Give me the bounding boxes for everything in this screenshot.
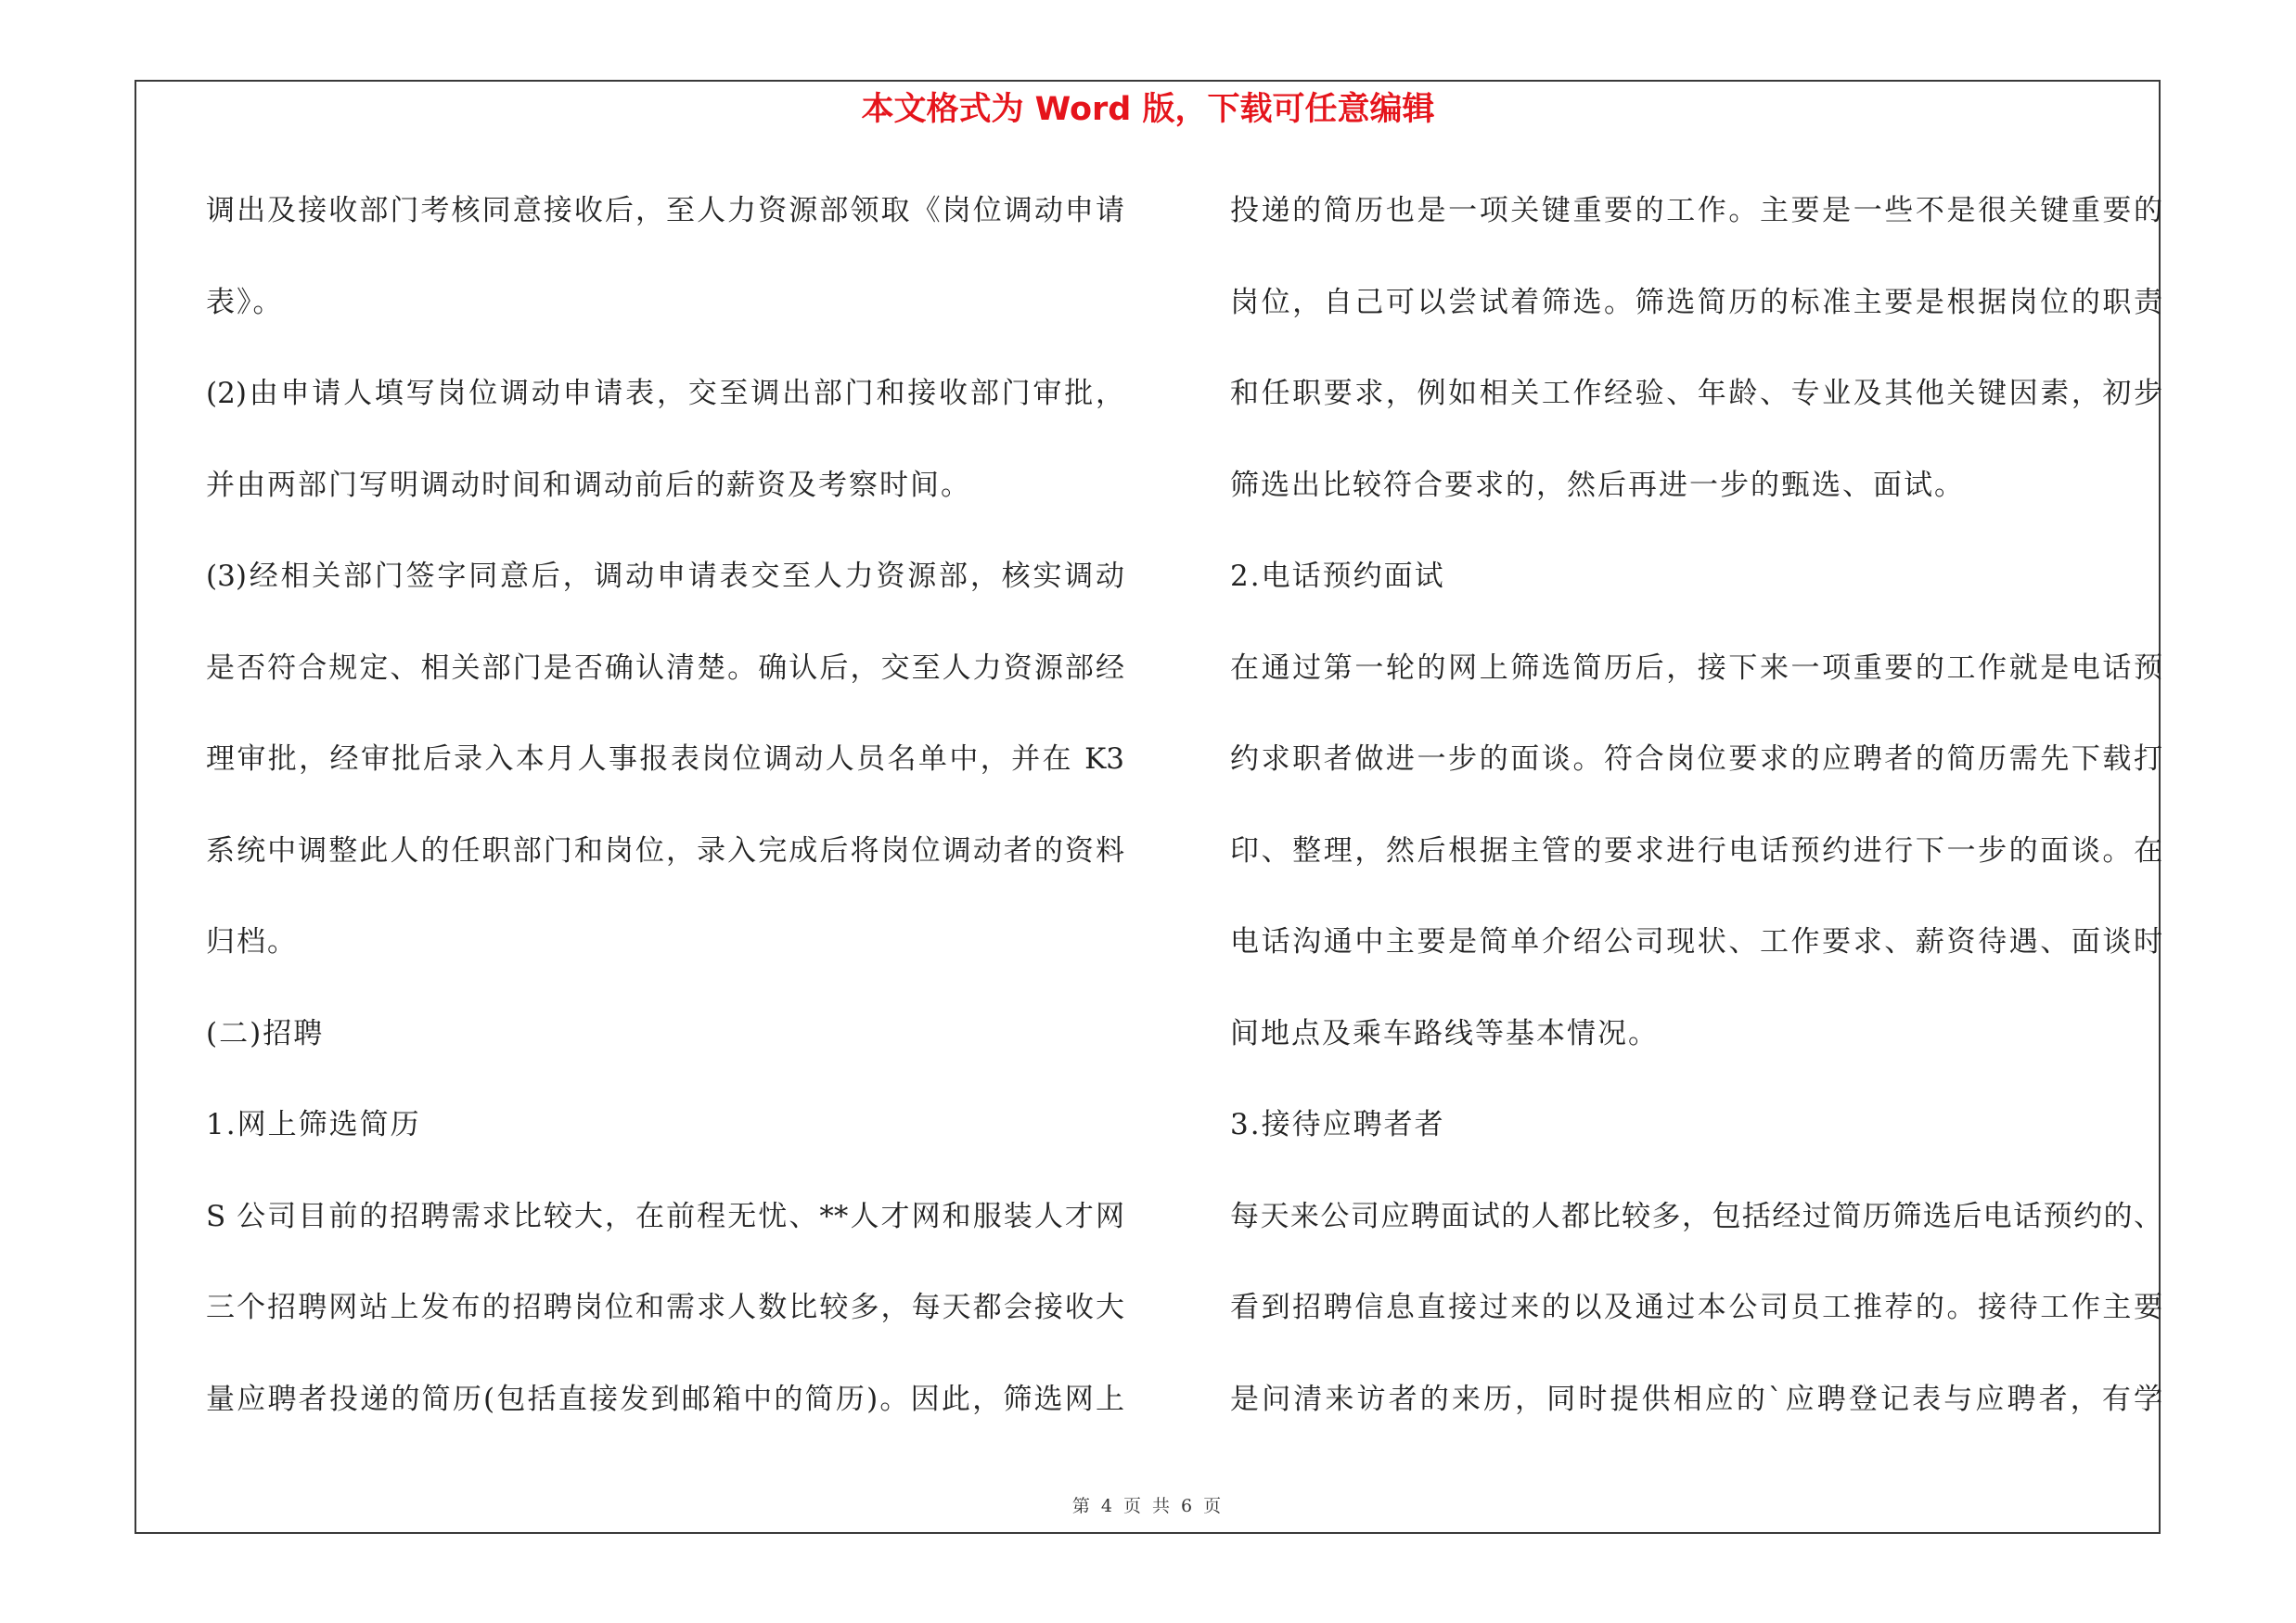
right-text-column: [1230, 183, 2162, 1462]
text-line: 看到招聘信息直接过来的以及通过本公司员工推荐的。接待工作主要: [1230, 1291, 2162, 1324]
document-header-notice: 本文格式为 Word 版，下载可任意编辑: [861, 91, 1435, 128]
text-line: 电话沟通中主要是简单介绍公司现状、工作要求、薪资待遇、面谈时: [1230, 925, 2162, 959]
text-line: 表》。: [206, 285, 284, 319]
text-line: 投递的简历也是一项关键重要的工作。主要是一些不是很关键重要的: [1230, 194, 2162, 227]
section-heading: (二)招聘: [206, 1016, 325, 1050]
subsection-heading: 3.接待应聘者者: [1230, 1108, 1445, 1141]
text-line: 在通过第一轮的网上筛选简历后，接下来一项重要的工作就是电话预: [1230, 650, 2162, 685]
text-line: 每天来公司应聘面试的人都比较多，包括经过简历筛选后电话预约的、: [1230, 1199, 2162, 1233]
text-line: 筛选出比较符合要求的，然后再进一步的甄选、面试。: [1230, 468, 1965, 502]
text-line: 和任职要求，例如相关工作经验、年龄、专业及其他关键因素，初步: [1230, 377, 2162, 410]
subsection-heading: 2.电话预约面试: [1230, 560, 1445, 593]
text-line: 约求职者做进一步的面谈。符合岗位要求的应聘者的简历需先下载打: [1230, 742, 2162, 776]
text-line: 岗位，自己可以尝试着筛选。筛选简历的标准主要是根据岗位的职责: [1230, 285, 2162, 319]
text-line: 是问清来访者的来历，同时提供相应的`应聘登记表与应聘者，有学: [1230, 1382, 2162, 1416]
text-line: (2)由申请人填写岗位调动申请表，交至调出部门和接收部门审批，: [206, 377, 1124, 410]
text-line: 是否符合规定、相关部门是否确认清楚。确认后，交至人力资源部经: [206, 650, 1124, 685]
text-line: 间地点及乘车路线等基本情况。: [1230, 1016, 1659, 1050]
text-line: 三个招聘网站上发布的招聘岗位和需求人数比较多，每天都会接收大: [206, 1291, 1124, 1324]
text-line: 归档。: [206, 925, 298, 959]
left-text-column: [206, 183, 1124, 1462]
text-line: 量应聘者投递的简历(包括直接发到邮箱中的简历)。因此，筛选网上: [206, 1382, 1124, 1416]
page-number-indicator: 第 4 页 共 6 页: [1071, 1496, 1225, 1516]
text-line: S 公司目前的招聘需求比较大，在前程无忧、**人才网和服装人才网: [206, 1199, 1124, 1233]
text-line: 调出及接收部门考核同意接收后，至人力资源部领取《岗位调动申请: [206, 194, 1124, 227]
subsection-heading: 1.网上筛选简历: [206, 1108, 421, 1141]
text-line: 并由两部门写明调动时间和调动前后的薪资及考察时间。: [206, 468, 971, 502]
text-line: 系统中调整此人的任职部门和岗位，录入完成后将岗位调动者的资料: [206, 833, 1124, 868]
text-line: 印、整理，然后根据主管的要求进行电话预约进行下一步的面谈。在: [1230, 833, 2162, 868]
text-line: (3)经相关部门签字同意后，调动申请表交至人力资源部，核实调动: [206, 560, 1124, 593]
text-line: 理审批，经审批后录入本月人事报表岗位调动人员名单中，并在 K3: [206, 742, 1124, 776]
